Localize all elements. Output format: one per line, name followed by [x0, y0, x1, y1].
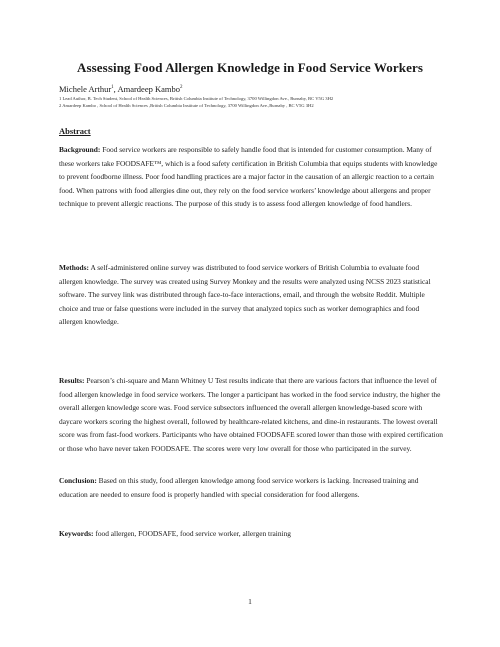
section-text: Based on this study, food allergen knowledge among food service workers is lacking. Increased training and education are needed to ensure food is properly handled with special consideration for food allergens.: [59, 476, 419, 499]
section-label: Background:: [59, 145, 101, 154]
affiliation-1: 1 Lead Author, B. Tech Student, School of Health Sciences, British Columbia Institute of Technology, 3700 Willingdon Ave., Burnaby, BC V5G 3H2: [59, 96, 334, 101]
author-name: Michele Arthur: [59, 84, 112, 94]
author-name: Amardeep Kambo: [117, 84, 180, 94]
results-paragraph: [59, 374, 443, 456]
section-label: Conclusion:: [59, 476, 97, 485]
author-superscript: 1: [111, 85, 114, 91]
page-number: 1: [248, 597, 252, 606]
abstract-heading: Abstract: [59, 126, 91, 136]
section-text: A self-administered online survey was distributed to food service workers of British Columbia to evaluate food allergen knowledge. The survey was created using Survey Monkey and the results were analyzed using NCSS 2023 statistical software. The survey link was distributed through face-to-face interactions, email, and through the website Reddit. Multiple choice and true or false questions were included in the survey that analyzed topics such as worker demographics and food allergen knowledge.: [59, 263, 431, 327]
section-label: Results:: [59, 376, 85, 385]
conclusion-paragraph: [59, 474, 443, 501]
section-text: Food service workers are responsible to safely handle food that is intended for customer consumption. Many of these workers take FOODSAFE™, which is a food safety certification in British Columbia that equips students with knowledge to prevent foodborne illness. Poor food handling practices are a major factor in the causation of an allergic reaction to a certain food. When patrons with food allergies dine out, they rely on the food service workers’ knowledge about allergens and proper technique to prevent allergic reactions. The purpose of this study is to assess food allergen knowledge of food handlers.: [59, 145, 438, 209]
keywords-paragraph: [59, 527, 443, 541]
section-label: Methods:: [59, 263, 89, 272]
affiliation-2: 2 Amardeep Kambo , School of Health Sciences ,British Columbia Institute of Technology, 3700 Willingdon Ave.,Burnaby , BC V5G 3H2: [59, 103, 314, 108]
section-text: food allergen, FOODSAFE, food service worker, allergen training: [95, 529, 292, 538]
methods-paragraph: [59, 261, 443, 329]
author-separator: ,: [113, 84, 118, 94]
paper-title: Assessing Food Allergen Knowledge in Food Service Workers: [77, 60, 423, 75]
section-label: Keywords:: [59, 529, 94, 538]
section-text: Pearson’s chi-square and Mann Whitney U Test results indicate that there are various factors that influence the level of food allergen knowledge in food service workers. The longer a participant has worked in the food service industry, the higher the overall allergen knowledge score was. Food service subsectors influenced the overall allergen knowledge-based score with daycare workers scoring the highest overall, followed by healthcare-related kitchens, and dine-in restaurants. The lowest overall score was from fast-food workers. Participants who have obtained FOODSAFE scored lower than those with expired certification or those who have never taken FOODSAFE. The scores were very low overall for those who participated in the survey.: [59, 376, 444, 453]
author-superscript: 2: [180, 85, 183, 91]
background-paragraph: [59, 143, 443, 211]
author-list: [59, 84, 183, 94]
